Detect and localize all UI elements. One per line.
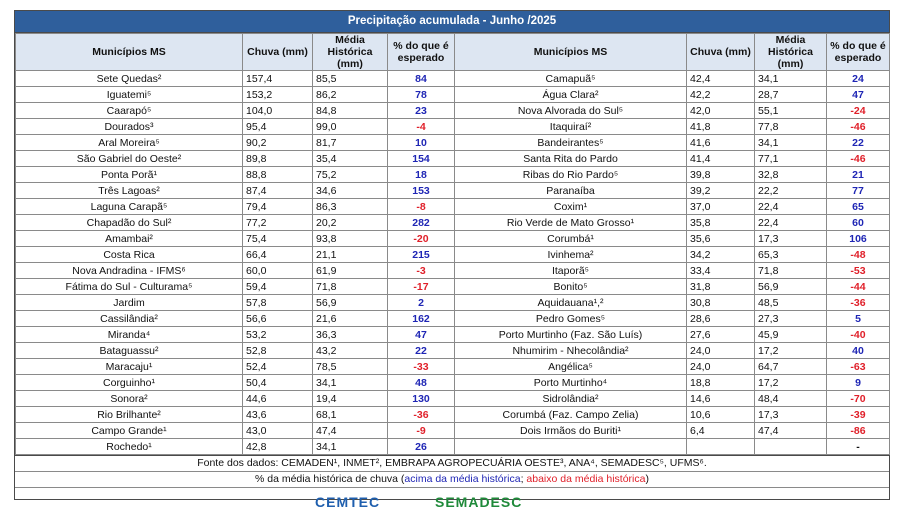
right-municipio-cell: Pedro Gomes⁵ [455,311,687,327]
right-municipio-cell: Corumbá¹ [455,231,687,247]
table-row [16,231,890,247]
right-media-cell: 17,2 [755,343,827,359]
left-pct-cell: 2 [388,295,455,311]
left-chuva-cell: 52,8 [243,343,313,359]
right-pct-cell: -24 [827,103,890,119]
table-row [16,87,890,103]
left-media-cell: 35,4 [313,151,388,167]
right-chuva-cell: 35,8 [687,215,755,231]
precipitation-report [14,10,890,510]
left-municipio-cell: Rochedo¹ [16,439,243,455]
left-media-cell: 84,8 [313,103,388,119]
right-media-cell: 77,1 [755,151,827,167]
left-pct-cell: -33 [388,359,455,375]
right-municipio-cell: Nhumirim - Nhecolândia² [455,343,687,359]
right-municipio-cell: Coxim¹ [455,199,687,215]
left-pct-cell: -8 [388,199,455,215]
left-chuva-cell: 90,2 [243,135,313,151]
left-municipio-cell: Costa Rica [16,247,243,263]
left-chuva-cell: 59,4 [243,279,313,295]
left-chuva-cell: 52,4 [243,359,313,375]
right-media-cell: 47,4 [755,423,827,439]
right-chuva-cell: 24,0 [687,343,755,359]
left-media-cell: 36,3 [313,327,388,343]
right-media-cell: 45,9 [755,327,827,343]
right-pct-cell: -53 [827,263,890,279]
table-row [16,439,890,455]
left-municipio-cell: Dourados³ [16,119,243,135]
right-pct-cell: 22 [827,135,890,151]
right-municipio-cell: Bonito⁵ [455,279,687,295]
right-municipio-cell: Ivinhema² [455,247,687,263]
right-pct-cell: 47 [827,87,890,103]
right-media-cell: 17,2 [755,375,827,391]
right-chuva-cell: 39,8 [687,167,755,183]
left-media-cell: 68,1 [313,407,388,423]
left-chuva-cell: 42,8 [243,439,313,455]
precipitation-table [15,33,890,455]
left-municipio-cell: Jardim [16,295,243,311]
right-pct-cell: -86 [827,423,890,439]
right-media-cell: 71,8 [755,263,827,279]
left-chuva-cell: 104,0 [243,103,313,119]
left-chuva-cell: 43,6 [243,407,313,423]
left-media-cell: 34,6 [313,183,388,199]
right-media-cell: 32,8 [755,167,827,183]
left-media-cell: 71,8 [313,279,388,295]
left-municipio-cell: Bataguassu² [16,343,243,359]
left-pct-cell: -9 [388,423,455,439]
right-chuva-cell: 6,4 [687,423,755,439]
right-chuva-cell: 39,2 [687,183,755,199]
right-chuva-cell: 30,8 [687,295,755,311]
right-municipio-cell: Ribas do Rio Pardo⁵ [455,167,687,183]
header-media-right: Média Histórica (mm) [755,34,827,71]
left-media-cell: 78,5 [313,359,388,375]
left-municipio-cell: Nova Andradina - IFMS⁶ [16,263,243,279]
right-municipio-cell [455,439,687,455]
right-chuva-cell: 28,6 [687,311,755,327]
left-pct-cell: 130 [388,391,455,407]
left-pct-cell: 84 [388,71,455,87]
table-row [16,375,890,391]
table-row [16,135,890,151]
left-chuva-cell: 79,4 [243,199,313,215]
right-chuva-cell: 24,0 [687,359,755,375]
table-row [16,391,890,407]
table-row [16,215,890,231]
right-pct-cell: -44 [827,279,890,295]
left-municipio-cell: Caarapó⁵ [16,103,243,119]
right-pct-cell: -39 [827,407,890,423]
right-pct-cell: 24 [827,71,890,87]
left-pct-cell: 153 [388,183,455,199]
header-chuva-left: Chuva (mm) [243,34,313,71]
left-media-cell: 93,8 [313,231,388,247]
left-municipio-cell: Chapadão do Sul² [16,215,243,231]
left-municipio-cell: Três Lagoas² [16,183,243,199]
right-municipio-cell: Rio Verde de Mato Grosso¹ [455,215,687,231]
left-municipio-cell: Aral Moreira⁵ [16,135,243,151]
right-pct-cell: -70 [827,391,890,407]
right-pct-cell: -36 [827,295,890,311]
right-media-cell: 27,3 [755,311,827,327]
right-media-cell [755,439,827,455]
left-pct-cell: -36 [388,407,455,423]
right-media-cell: 64,7 [755,359,827,375]
right-media-cell: 34,1 [755,71,827,87]
right-chuva-cell: 14,6 [687,391,755,407]
table-body [16,71,890,455]
table-row [16,407,890,423]
left-pct-cell: -4 [388,119,455,135]
left-chuva-cell: 50,4 [243,375,313,391]
header-pct-left: % do que é esperado [388,34,455,71]
table-row [16,103,890,119]
left-municipio-cell: Campo Grande¹ [16,423,243,439]
right-pct-cell: 5 [827,311,890,327]
left-chuva-cell: 95,4 [243,119,313,135]
right-media-cell: 17,3 [755,231,827,247]
left-media-cell: 86,3 [313,199,388,215]
legend-below: abaixo da média histórica [526,473,646,485]
right-municipio-cell: Aquidauana¹,² [455,295,687,311]
right-pct-cell: -63 [827,359,890,375]
right-municipio-cell: Nova Alvorada do Sul⁵ [455,103,687,119]
left-pct-cell: 48 [388,375,455,391]
right-municipio-cell: Água Clara² [455,87,687,103]
right-pct-cell: -46 [827,151,890,167]
right-pct-cell: 21 [827,167,890,183]
table-row [16,311,890,327]
right-chuva-cell: 18,8 [687,375,755,391]
left-chuva-cell: 53,2 [243,327,313,343]
right-municipio-cell: Paranaíba [455,183,687,199]
header-municipios-left: Municípios MS [16,34,243,71]
left-municipio-cell: Amambai² [16,231,243,247]
legend-prefix: % da média histórica de chuva ( [255,473,405,485]
right-media-cell: 22,4 [755,215,827,231]
right-pct-cell: -48 [827,247,890,263]
report-title: Precipitação acumulada - Junho /2025 [15,11,889,33]
right-media-cell: 65,3 [755,247,827,263]
right-media-cell: 22,2 [755,183,827,199]
left-pct-cell: 10 [388,135,455,151]
header-municipios-right: Municípios MS [455,34,687,71]
right-pct-cell: 9 [827,375,890,391]
right-municipio-cell: Itaquiraí² [455,119,687,135]
left-pct-cell: 215 [388,247,455,263]
left-media-cell: 61,9 [313,263,388,279]
right-chuva-cell: 41,4 [687,151,755,167]
header-chuva-right: Chuva (mm) [687,34,755,71]
right-municipio-cell: Corumbá (Faz. Campo Zelia) [455,407,687,423]
right-chuva-cell: 41,6 [687,135,755,151]
legend-suffix: ) [645,473,649,485]
left-media-cell: 19,4 [313,391,388,407]
legend-separator: ; [520,473,527,485]
right-chuva-cell: 35,6 [687,231,755,247]
right-pct-cell: 60 [827,215,890,231]
right-municipio-cell: Angélica⁵ [455,359,687,375]
left-pct-cell: 282 [388,215,455,231]
right-media-cell: 22,4 [755,199,827,215]
left-municipio-cell: Rio Brilhante² [16,407,243,423]
left-chuva-cell: 44,6 [243,391,313,407]
table-row [16,247,890,263]
right-pct-cell: 106 [827,231,890,247]
color-legend [15,472,889,488]
right-municipio-cell: Porto Murtinho (Faz. São Luís) [455,327,687,343]
data-sources: Fonte dos dados: CEMADEN¹, INMET², EMBRAPA AGROPECUÁRIA OESTE³, ANA⁴, SEMADESC⁵, UFMS⁶. [15,456,889,472]
right-media-cell: 48,5 [755,295,827,311]
right-pct-cell: 65 [827,199,890,215]
left-media-cell: 81,7 [313,135,388,151]
left-media-cell: 21,6 [313,311,388,327]
left-chuva-cell: 75,4 [243,231,313,247]
table-row [16,359,890,375]
header-pct-right: % do que é esperado [827,34,890,71]
right-media-cell: 17,3 [755,407,827,423]
table-header-row [16,34,890,71]
right-municipio-cell: Camapuã⁵ [455,71,687,87]
right-media-cell: 48,4 [755,391,827,407]
semadesc-logo: SEMADESC [435,494,523,510]
right-chuva-cell: 31,8 [687,279,755,295]
left-media-cell: 34,1 [313,375,388,391]
left-pct-cell: 154 [388,151,455,167]
left-pct-cell: -20 [388,231,455,247]
left-municipio-cell: Miranda⁴ [16,327,243,343]
right-chuva-cell: 27,6 [687,327,755,343]
left-pct-cell: 47 [388,327,455,343]
table-row [16,263,890,279]
left-chuva-cell: 89,8 [243,151,313,167]
left-municipio-cell: Laguna Carapã⁵ [16,199,243,215]
right-municipio-cell: Porto Murtinho⁴ [455,375,687,391]
left-pct-cell: 78 [388,87,455,103]
left-media-cell: 47,4 [313,423,388,439]
right-municipio-cell: Itaporã⁵ [455,263,687,279]
table-row [16,295,890,311]
left-media-cell: 99,0 [313,119,388,135]
left-pct-cell: 22 [388,343,455,359]
left-municipio-cell: Ponta Porã¹ [16,167,243,183]
table-row [16,71,890,87]
left-chuva-cell: 60,0 [243,263,313,279]
right-municipio-cell: Bandeirantes⁵ [455,135,687,151]
left-media-cell: 20,2 [313,215,388,231]
left-pct-cell: 26 [388,439,455,455]
table-row [16,199,890,215]
table-row [16,279,890,295]
right-media-cell: 28,7 [755,87,827,103]
table-row [16,327,890,343]
left-chuva-cell: 87,4 [243,183,313,199]
header-media-left: Média Histórica (mm) [313,34,388,71]
table-row [16,167,890,183]
right-pct-cell: - [827,439,890,455]
left-municipio-cell: Fátima do Sul - Culturama⁵ [16,279,243,295]
right-chuva-cell: 10,6 [687,407,755,423]
left-municipio-cell: Sonora² [16,391,243,407]
left-media-cell: 43,2 [313,343,388,359]
left-media-cell: 34,1 [313,439,388,455]
left-pct-cell: -3 [388,263,455,279]
left-municipio-cell: Corguinho¹ [16,375,243,391]
right-chuva-cell: 42,4 [687,71,755,87]
right-chuva-cell: 37,0 [687,199,755,215]
right-pct-cell: -40 [827,327,890,343]
left-media-cell: 56,9 [313,295,388,311]
right-municipio-cell: Dois Irmãos do Buriti¹ [455,423,687,439]
right-chuva-cell: 34,2 [687,247,755,263]
left-pct-cell: 162 [388,311,455,327]
table-row [16,151,890,167]
right-municipio-cell: Sidrolândia² [455,391,687,407]
table-row [16,183,890,199]
right-chuva-cell [687,439,755,455]
right-media-cell: 56,9 [755,279,827,295]
right-media-cell: 55,1 [755,103,827,119]
left-municipio-cell: São Gabriel do Oeste² [16,151,243,167]
right-pct-cell: -46 [827,119,890,135]
right-media-cell: 77,8 [755,119,827,135]
left-municipio-cell: Cassilândia² [16,311,243,327]
left-media-cell: 75,2 [313,167,388,183]
logos-strip [15,488,889,510]
left-chuva-cell: 77,2 [243,215,313,231]
left-media-cell: 21,1 [313,247,388,263]
table-row [16,343,890,359]
left-chuva-cell: 157,4 [243,71,313,87]
left-chuva-cell: 88,8 [243,167,313,183]
table-row [16,423,890,439]
left-media-cell: 86,2 [313,87,388,103]
left-municipio-cell: Iguatemi⁵ [16,87,243,103]
left-chuva-cell: 56,6 [243,311,313,327]
cemtec-logo: CEMTEC [315,494,381,510]
left-chuva-cell: 57,8 [243,295,313,311]
report-footer [15,455,889,510]
left-chuva-cell: 43,0 [243,423,313,439]
left-municipio-cell: Sete Quedas² [16,71,243,87]
right-pct-cell: 40 [827,343,890,359]
left-municipio-cell: Maracaju¹ [16,359,243,375]
table-row [16,119,890,135]
left-media-cell: 85,5 [313,71,388,87]
right-media-cell: 34,1 [755,135,827,151]
right-chuva-cell: 42,2 [687,87,755,103]
legend-above: acima da média histórica [404,473,521,485]
right-chuva-cell: 41,8 [687,119,755,135]
left-pct-cell: 23 [388,103,455,119]
right-chuva-cell: 33,4 [687,263,755,279]
left-chuva-cell: 66,4 [243,247,313,263]
right-chuva-cell: 42,0 [687,103,755,119]
left-pct-cell: -17 [388,279,455,295]
left-pct-cell: 18 [388,167,455,183]
left-chuva-cell: 153,2 [243,87,313,103]
right-pct-cell: 77 [827,183,890,199]
right-municipio-cell: Santa Rita do Pardo [455,151,687,167]
